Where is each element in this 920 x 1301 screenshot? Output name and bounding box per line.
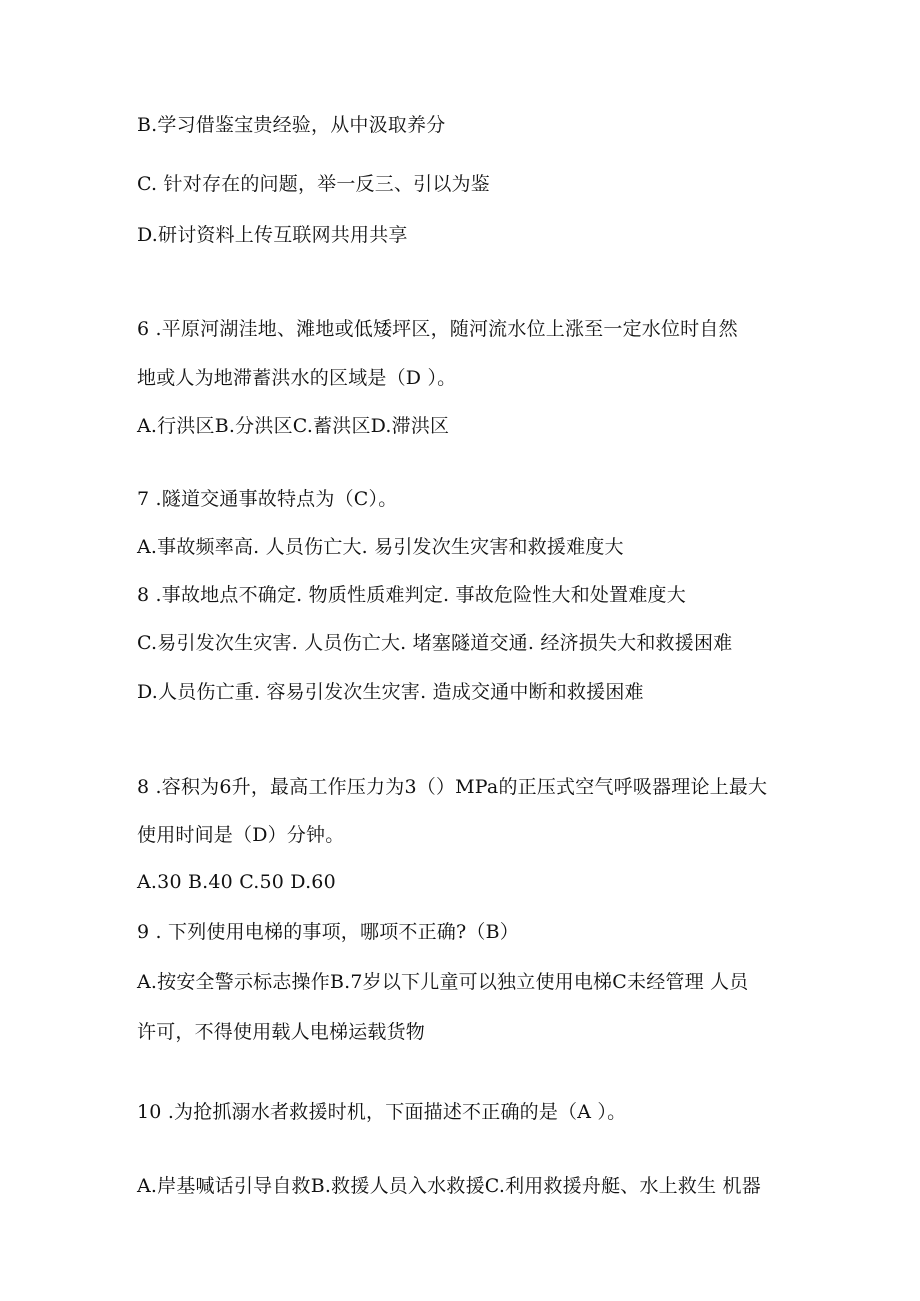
question-9-options-line-1: A.按安全警示标志操作B.7岁以下儿童可以独立使用电梯C未经管理 人员 (137, 971, 749, 993)
question-10: 10 .为抢抓溺水者救援时机，下面描述不正确的是（A ）。 (137, 1101, 627, 1123)
question-7-option-b: 8 .事故地点不确定. 物质性质难判定. 事故危险性大和处置难度大 (137, 584, 686, 606)
question-7: 7 .隧道交通事故特点为（C）。 (137, 488, 398, 510)
question-6-options: A.行洪区B.分洪区C.蓄洪区D.滞洪区 (137, 415, 450, 437)
question-6-line-1: 6 .平原河湖洼地、滩地或低矮坪区，随河流水位上涨至一定水位时自然 (137, 318, 738, 340)
option-d-line: D.研讨资料上传互联网共用共享 (137, 224, 408, 246)
question-8-line-2: 使用时间是（D）分钟。 (137, 824, 345, 846)
question-7-option-a: A.事故频率高. 人员伤亡大. 易引发次生灾害和救援难度大 (137, 536, 624, 558)
question-7-option-d: D.人员伤亡重. 容易引发次生灾害. 造成交通中断和救援困难 (137, 681, 644, 703)
question-9-options-line-2: 许可，不得使用载人电梯运载货物 (137, 1021, 426, 1043)
question-7-option-c: C.易引发次生灾害. 人员伤亡大. 堵塞隧道交通. 经济损失大和救援困难 (137, 632, 733, 654)
question-6-line-2: 地或人为地滞蓄洪水的区域是（D ）。 (137, 367, 457, 389)
question-8-line-1: 8 .容积为6升，最高工作压力为3（）MPa的正压式空气呼吸器理论上最大 (137, 776, 768, 798)
question-8-options: A.30 B.40 C.50 D.60 (137, 871, 336, 893)
option-b-line: B.学习借鉴宝贵经验，从中汲取养分 (137, 114, 446, 136)
option-c-line: C. 针对存在的问题，举一反三、引以为鉴 (137, 173, 490, 195)
question-10-options: A.岸基喊话引导自救B.救援人员入水救援C.利用救援舟艇、水上救生 机器 (137, 1175, 761, 1197)
question-9: 9 . 下列使用电梯的事项，哪项不正确?（B） (137, 921, 519, 943)
